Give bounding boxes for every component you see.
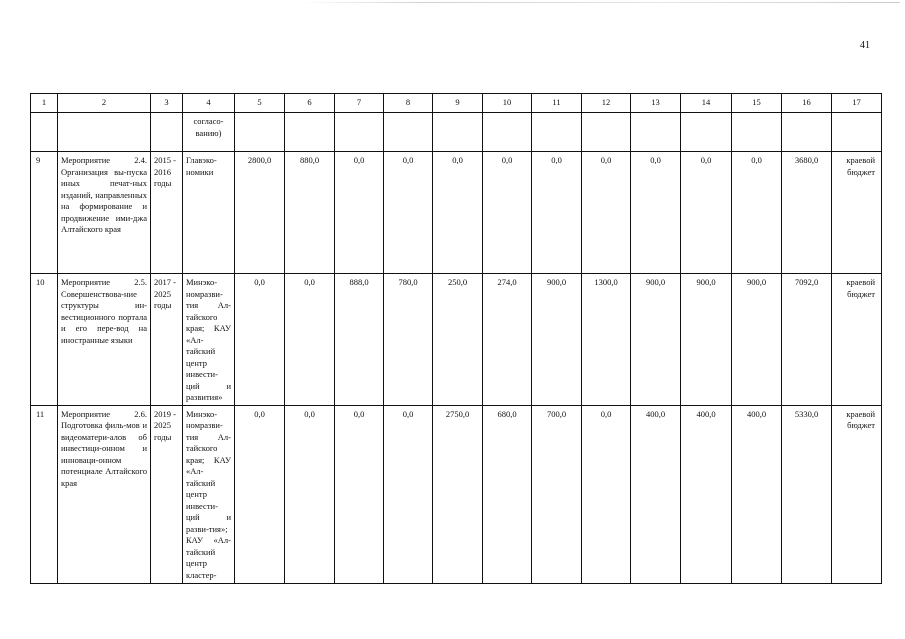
funding-source: краевой бюджет [832,405,882,583]
scan-artifact-line [300,2,900,3]
funding-value: 274,0 [483,274,532,406]
budget-table [30,93,882,584]
funding-source: краевой бюджет [832,274,882,406]
executor: Минэко-номразви-тия Ал-тайского края; КАУ «Ал-тайский центр инвести-ций и разви-тия»; КАУ «Ал-тайский центр кластер- [183,405,235,583]
funding-value: 0,0 [732,152,782,274]
table-row [31,405,882,583]
funding-value: 400,0 [732,405,782,583]
header-cell: 9 [433,94,483,113]
funding-source: краевой бюджет [832,152,882,274]
funding-value: 0,0 [335,405,384,583]
header-cell: 10 [483,94,532,113]
funding-value: 0,0 [285,274,335,406]
funding-value: 3680,0 [782,152,832,274]
row-number: 10 [31,274,58,406]
funding-value: 780,0 [384,274,433,406]
funding-value: 0,0 [631,152,681,274]
funding-value: 1300,0 [582,274,631,406]
header-cell: 12 [582,94,631,113]
funding-value: 0,0 [681,152,732,274]
funding-value: 900,0 [732,274,782,406]
measure-name: Мероприятие 2.6. Подготовка филь-мов и видеоматери-алов об инвестици-онном и инноваци-онном потенциале Алтайского края [58,405,151,583]
header-row [31,94,882,113]
funding-value: 0,0 [582,405,631,583]
funding-value: 0,0 [483,152,532,274]
funding-value: 900,0 [631,274,681,406]
header-cell: 5 [235,94,285,113]
funding-value: 0,0 [235,405,285,583]
header-cell: 8 [384,94,433,113]
executor: Минэко-номразви-тия Ал-тайского края; КАУ «Ал-тайский центр инвести-ций и развития» [183,274,235,406]
funding-value: 0,0 [384,152,433,274]
continuation-row [31,113,882,152]
funding-value: 0,0 [582,152,631,274]
funding-value: 680,0 [483,405,532,583]
period: 2017 - 2025 годы [151,274,183,406]
header-cell: 17 [832,94,882,113]
funding-value: 0,0 [433,152,483,274]
funding-value: 2800,0 [235,152,285,274]
funding-value: 400,0 [631,405,681,583]
funding-value: 0,0 [235,274,285,406]
header-cell: 1 [31,94,58,113]
header-cell: 7 [335,94,384,113]
table-row [31,152,882,274]
funding-value: 900,0 [532,274,582,406]
funding-value: 250,0 [433,274,483,406]
header-cell: 2 [58,94,151,113]
header-cell: 3 [151,94,183,113]
funding-value: 400,0 [681,405,732,583]
executor: Главэко-номики [183,152,235,274]
measure-name: Мероприятие 2.4. Организация вы-пуска иных печат-ных изданий, направленных на формирование и продвижение ими-джа Алтайского края [58,152,151,274]
funding-value: 888,0 [335,274,384,406]
funding-value: 0,0 [285,405,335,583]
header-cell: 11 [532,94,582,113]
header-cell: 14 [681,94,732,113]
funding-value: 7092,0 [782,274,832,406]
funding-value: 0,0 [384,405,433,583]
row-number: 9 [31,152,58,274]
continuation-executor: согласо- ванию) [183,113,235,152]
header-cell: 15 [732,94,782,113]
header-cell: 13 [631,94,681,113]
header-cell: 6 [285,94,335,113]
funding-value: 880,0 [285,152,335,274]
header-cell: 16 [782,94,832,113]
page-number: 41 [860,40,870,51]
funding-value: 0,0 [335,152,384,274]
measure-name: Мероприятие 2.5. Совершенствова-ние структуры ин-вестиционного портала и его пере-вод на иностранные языки [58,274,151,406]
funding-value: 5330,0 [782,405,832,583]
funding-value: 700,0 [532,405,582,583]
row-number: 11 [31,405,58,583]
funding-value: 900,0 [681,274,732,406]
funding-value: 0,0 [532,152,582,274]
period: 2015 - 2016 годы [151,152,183,274]
table-row [31,274,882,406]
funding-value: 2750,0 [433,405,483,583]
period: 2019 - 2025 годы [151,405,183,583]
header-cell: 4 [183,94,235,113]
